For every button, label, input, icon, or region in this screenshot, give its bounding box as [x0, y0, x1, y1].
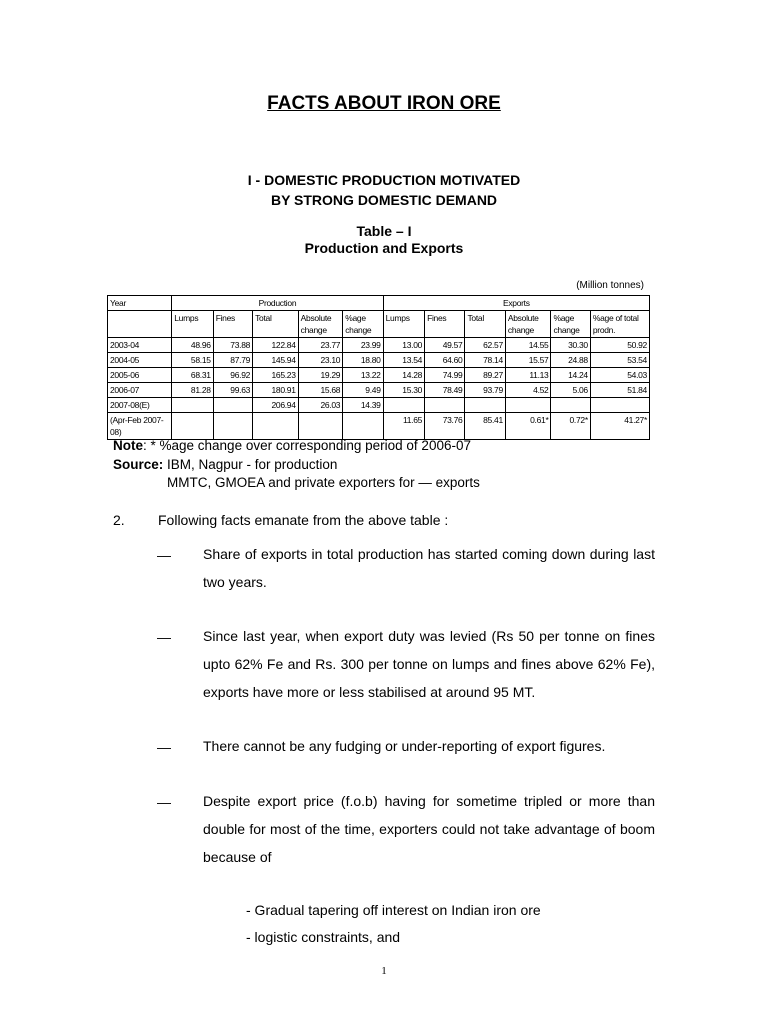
table-label: Table – I [356, 223, 412, 239]
value-cell: 41.27* [590, 413, 649, 440]
value-cell: 93.79 [465, 383, 505, 398]
value-cell: 96.92 [213, 368, 252, 383]
table-row [108, 413, 650, 440]
value-cell: 18.80 [343, 353, 383, 368]
subheader-cell: Lumps [172, 311, 213, 338]
dash-marker: — [157, 547, 171, 563]
value-cell: 51.84 [590, 383, 649, 398]
year-cell: 2004-05 [108, 353, 172, 368]
subheader-cell: %age of total prodn. [590, 311, 649, 338]
subheader-cell: %age change [551, 311, 590, 338]
bullet-item: There cannot be any fudging or under-reporting of export figures. [203, 738, 606, 754]
value-cell [465, 398, 505, 413]
header-year: Year [108, 296, 172, 311]
table-title: Production and Exports [304, 240, 464, 256]
value-cell: 74.99 [425, 368, 465, 383]
value-cell: 0.72* [551, 413, 590, 440]
bullet-item: Share of exports in total production has started coming down during last two years. [203, 546, 655, 590]
value-cell [383, 398, 424, 413]
table-subheader-row [108, 311, 650, 338]
value-cell [551, 398, 590, 413]
value-cell [213, 413, 252, 440]
sub-list-item: - logistic constraints, and [246, 929, 401, 945]
year-cell: (Apr-Feb 2007-08) [108, 413, 172, 440]
value-cell: 68.31 [172, 368, 213, 383]
sub-list-item: - Gradual tapering off interest on Indian iron ore [246, 902, 541, 918]
value-cell: 13.54 [383, 353, 424, 368]
value-cell: 73.76 [425, 413, 465, 440]
value-cell [505, 398, 551, 413]
subheader-cell: Total [253, 311, 299, 338]
value-cell: 24.88 [551, 353, 590, 368]
value-cell: 53.54 [590, 353, 649, 368]
subheader-cell: Absolute change [505, 311, 551, 338]
units-label: (Million tonnes) [576, 280, 644, 291]
table-row [108, 368, 650, 383]
value-cell: 11.65 [383, 413, 424, 440]
page-title: FACTS ABOUT IRON ORE [267, 93, 501, 114]
value-cell: 5.06 [551, 383, 590, 398]
bullet-item: Since last year, when export duty was levied (Rs 50 per tonne on fines upto 62% Fe and Rs. 300 per tonne on lumps and fines above 62% Fe), exports have more or less stabilised at around 95 MT. [203, 628, 655, 700]
header-production: Production [172, 296, 383, 311]
value-cell [298, 413, 343, 440]
value-cell: 78.14 [465, 353, 505, 368]
subheader-cell: Fines [213, 311, 252, 338]
subheader-cell: Fines [425, 311, 465, 338]
value-cell: 54.03 [590, 368, 649, 383]
table-source: Source: IBM, Nagpur - for production [113, 457, 338, 472]
value-cell: 15.68 [298, 383, 343, 398]
year-cell: 2003-04 [108, 338, 172, 353]
subheader-cell: %age change [343, 311, 383, 338]
value-cell [253, 413, 299, 440]
para-number: 2. [113, 512, 125, 528]
value-cell [425, 398, 465, 413]
value-cell: 73.88 [213, 338, 252, 353]
value-cell: 15.30 [383, 383, 424, 398]
value-cell: 206.94 [253, 398, 299, 413]
bullet-item: Despite export price (f.o.b) having for sometime tripled or more than double for most of the time, exporters could not take advantage of boom because of [203, 793, 655, 865]
table-source-line2: MMTC, GMOEA and private exporters for — exports [167, 475, 480, 490]
page-number: 1 [381, 965, 387, 977]
value-cell: 64.60 [425, 353, 465, 368]
value-cell: 15.57 [505, 353, 551, 368]
value-cell: 58.15 [172, 353, 213, 368]
value-cell: 14.39 [343, 398, 383, 413]
value-cell: 81.28 [172, 383, 213, 398]
subheader-cell: Total [465, 311, 505, 338]
value-cell: 122.84 [253, 338, 299, 353]
value-cell: 85.41 [465, 413, 505, 440]
value-cell [343, 413, 383, 440]
value-cell: 13.22 [343, 368, 383, 383]
value-cell: 180.91 [253, 383, 299, 398]
value-cell: 14.28 [383, 368, 424, 383]
subheader-cell: Absolute change [298, 311, 343, 338]
table-row [108, 398, 650, 413]
year-cell: 2006-07 [108, 383, 172, 398]
table-row [108, 353, 650, 368]
value-cell: 30.30 [551, 338, 590, 353]
dash-marker: — [157, 629, 171, 645]
dash-marker: — [157, 794, 171, 810]
value-cell: 145.94 [253, 353, 299, 368]
value-cell: 23.99 [343, 338, 383, 353]
value-cell: 89.27 [465, 368, 505, 383]
value-cell: 23.77 [298, 338, 343, 353]
value-cell: 9.49 [343, 383, 383, 398]
table-note: Note: * %age change over corresponding period of 2006-07 [113, 438, 471, 453]
value-cell: 87.79 [213, 353, 252, 368]
year-cell: 2005-06 [108, 368, 172, 383]
value-cell: 13.00 [383, 338, 424, 353]
value-cell [172, 398, 213, 413]
year-cell: 2007-08(E) [108, 398, 172, 413]
section-heading-line2: BY STRONG DOMESTIC DEMAND [270, 192, 498, 208]
value-cell [590, 398, 649, 413]
value-cell: 4.52 [505, 383, 551, 398]
value-cell: 48.96 [172, 338, 213, 353]
value-cell [213, 398, 252, 413]
table-row [108, 383, 650, 398]
section-heading-line1: I - DOMESTIC PRODUCTION MOTIVATED [247, 172, 521, 188]
value-cell: 14.24 [551, 368, 590, 383]
value-cell: 19.29 [298, 368, 343, 383]
value-cell: 62.57 [465, 338, 505, 353]
value-cell: 78.49 [425, 383, 465, 398]
value-cell: 26.03 [298, 398, 343, 413]
para-text: Following facts emanate from the above table : [158, 512, 449, 528]
header-exports: Exports [383, 296, 649, 311]
value-cell: 23.10 [298, 353, 343, 368]
dash-marker: — [157, 739, 171, 755]
value-cell: 49.57 [425, 338, 465, 353]
production-exports-table [107, 295, 650, 440]
value-cell: 99.63 [213, 383, 252, 398]
table-row [108, 338, 650, 353]
value-cell: 165.23 [253, 368, 299, 383]
value-cell: 11.13 [505, 368, 551, 383]
value-cell [172, 413, 213, 440]
table-header-row [108, 296, 650, 311]
value-cell: 0.61* [505, 413, 551, 440]
header-empty [108, 311, 172, 338]
value-cell: 50.92 [590, 338, 649, 353]
value-cell: 14.55 [505, 338, 551, 353]
subheader-cell: Lumps [383, 311, 424, 338]
